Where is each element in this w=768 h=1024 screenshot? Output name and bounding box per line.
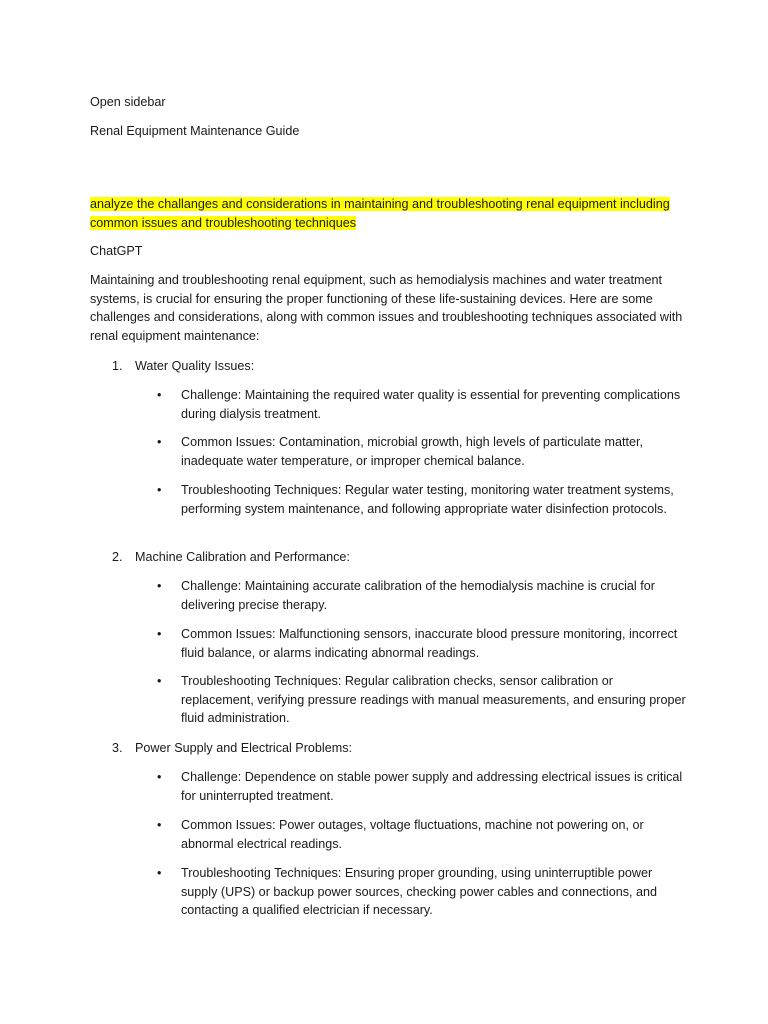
bullet-icon: • bbox=[157, 579, 162, 593]
section-title: Power Supply and Electrical Problems: bbox=[135, 741, 352, 755]
section-3-heading bbox=[112, 739, 682, 758]
user-prompt bbox=[90, 195, 690, 232]
bullet-text: Common Issues: Power outages, voltage fluctuations, machine not powering on, or abnormal electrical readings. bbox=[181, 818, 644, 851]
list-item bbox=[157, 672, 687, 728]
bullet-text: Challenge: Maintaining the required water quality is essential for preventing complications during dialysis treatment. bbox=[181, 388, 681, 421]
bullet-icon: • bbox=[157, 770, 162, 784]
list-item bbox=[157, 481, 687, 518]
bullet-icon: • bbox=[157, 388, 162, 402]
bullet-icon: • bbox=[157, 866, 162, 880]
section-number: 3. bbox=[112, 741, 123, 755]
bullet-text: Common Issues: Contamination, microbial growth, high levels of particulate matter, inadequate water temperature, or improper chemical balance. bbox=[181, 435, 643, 468]
list-item bbox=[157, 864, 687, 920]
list-item bbox=[157, 816, 687, 853]
section-1-heading bbox=[112, 357, 682, 376]
list-item bbox=[157, 577, 687, 614]
bullet-text: Challenge: Dependence on stable power supply and addressing electrical issues is critical for uninterrupted treatment. bbox=[181, 770, 683, 803]
bullet-icon: • bbox=[157, 435, 162, 449]
section-2-heading bbox=[112, 548, 682, 567]
section-title: Water Quality Issues: bbox=[135, 359, 255, 373]
section-number: 1. bbox=[112, 359, 123, 373]
list-item bbox=[157, 625, 687, 662]
speaker-label: ChatGPT bbox=[90, 244, 143, 258]
bullet-icon: • bbox=[157, 627, 162, 641]
prompt-line-1: analyze the challanges and considerations in maintaining and troubleshooting renal equipment including bbox=[90, 197, 670, 211]
list-item bbox=[157, 433, 687, 470]
bullet-text: Troubleshooting Techniques: Ensuring proper grounding, using uninterruptible power supply (UPS) or backup power sources, checking power cables and connections, and contacting a qualified electrician if necessary. bbox=[181, 866, 658, 917]
list-item bbox=[157, 768, 687, 805]
document-title: Renal Equipment Maintenance Guide bbox=[90, 124, 300, 138]
bullet-text: Troubleshooting Techniques: Regular calibration checks, sensor calibration or replacement, verifying pressure readings with manual measurements, and ensuring proper fluid administration. bbox=[181, 674, 686, 725]
bullet-icon: • bbox=[157, 483, 162, 497]
section-title: Machine Calibration and Performance: bbox=[135, 550, 350, 564]
bullet-text: Common Issues: Malfunctioning sensors, inaccurate blood pressure monitoring, incorrect fluid balance, or alarms indicating abnormal readings. bbox=[181, 627, 678, 660]
intro-paragraph: Maintaining and troubleshooting renal equipment, such as hemodialysis machines and water treatment systems, is crucial for ensuring the proper functioning of these life-sustaining devices. Here are some challenges and considerations, along with common issues and troubleshooting techniques associated with renal equipment maintenance: bbox=[90, 273, 683, 343]
section-number: 2. bbox=[112, 550, 123, 564]
bullet-icon: • bbox=[157, 818, 162, 832]
prompt-line-2: common issues and troubleshooting techniques bbox=[90, 215, 357, 230]
bullet-text: Challenge: Maintaining accurate calibration of the hemodialysis machine is crucial for delivering precise therapy. bbox=[181, 579, 655, 612]
bullet-text: Troubleshooting Techniques: Regular water testing, monitoring water treatment systems, performing system maintenance, and following appropriate water disinfection protocols. bbox=[181, 483, 674, 516]
list-item bbox=[157, 386, 687, 423]
open-sidebar-link[interactable]: Open sidebar bbox=[90, 95, 166, 109]
bullet-icon: • bbox=[157, 674, 162, 688]
